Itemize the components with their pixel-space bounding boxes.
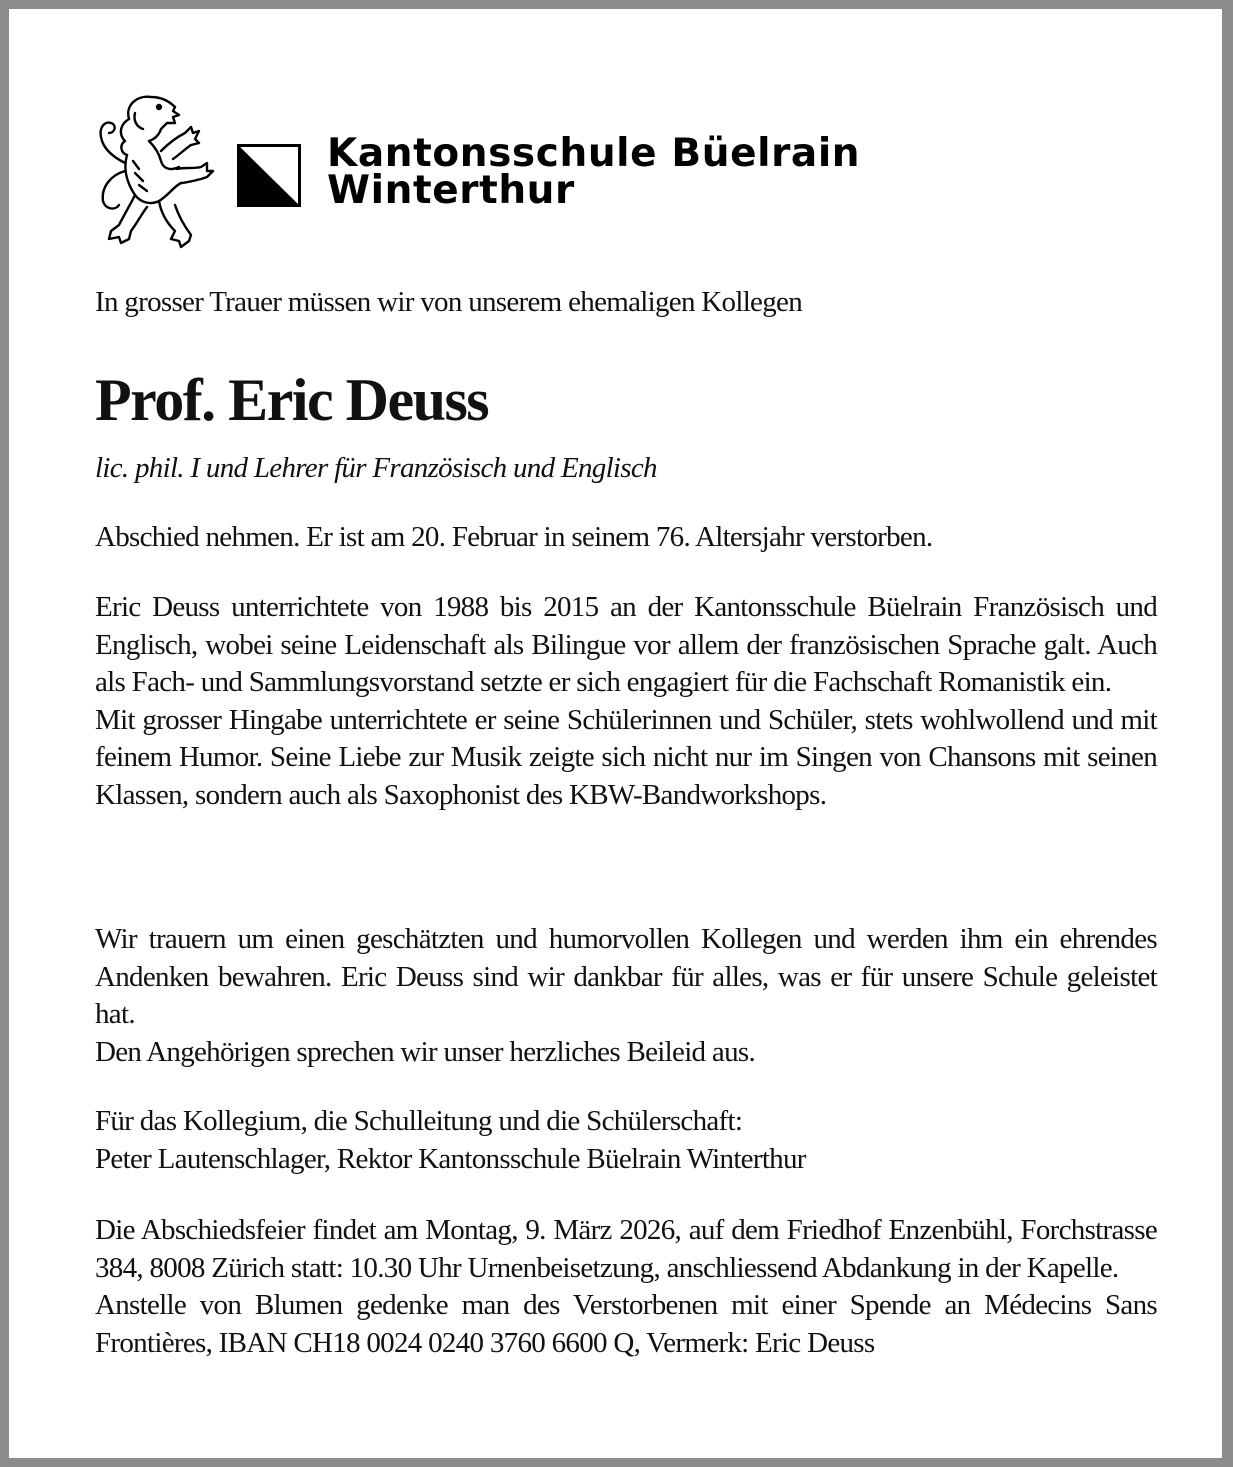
zurich-lion-icon — [89, 91, 219, 259]
farewell-text: Abschied nehmen. Er ist am 20. Februar in seinem 76. Altersjahr verstorben. — [95, 521, 933, 553]
ceremony-paragraph-1: Die Abschiedsfeier findet am Montag, 9. März 2026, auf dem Friedhof Enzenbühl, Forchstrasse 384, 8008 Zürich statt: 10.30 Uhr Urnenbeisetzung, anschliessend Abdankung in der Kapelle. — [95, 1214, 1157, 1284]
zurich-canton-shield-icon — [237, 144, 301, 207]
ceremony-paragraph-2: Anstelle von Blumen gedenke man des Verstorbenen mit einer Spende an Médecins Sans Frontières, IBAN CH18 0024 0240 3760 6600 Q, Vermerk: Eric Deuss — [95, 1289, 1157, 1359]
mourning-paragraph-2: Den Angehörigen sprechen wir unser herzliches Beileid aus. — [95, 1035, 756, 1068]
school-name-line1: Kantonsschule Büelrain — [327, 131, 861, 176]
biography — [95, 589, 1157, 814]
mourning-message — [95, 921, 1157, 1071]
biography-paragraph-2: Mit grosser Hingabe unterrichtete er seine Schülerinnen und Schüler, stets wohlwollend und mit feinem Humor. Seine Liebe zur Musik zeigte sich nicht nur im Singen von Chansons mit seinen Klassen, sondern auch als Saxophonist des KBW-Bandworkshops. — [95, 703, 1157, 811]
signature-block — [95, 1103, 1157, 1178]
school-name — [327, 131, 861, 213]
signature-line-1: Für das Kollegium, die Schulleitung und die Schülerschaft: — [95, 1105, 743, 1137]
school-name-line2: Winterthur — [327, 168, 575, 213]
deceased-title: lic. phil. I und Lehrer für Französisch und Englisch — [95, 452, 657, 484]
intro-text: In grosser Trauer müssen wir von unserem ehemaligen Kollegen — [95, 286, 803, 318]
biography-paragraph-1: Eric Deuss unterrichtete von 1988 bis 2015 an der Kantonsschule Büelrain Französisch und Englisch, wobei seine Leidenschaft als Bilingue vor allem der französischen Sprache galt. Auch als Fach- und Sammlungsvorstand setzte er sich engagiert für die Fachschaft Romanistik ein. — [95, 591, 1157, 698]
mourning-paragraph-1: Wir trauern um einen geschätzten und humorvollen Kollegen und werden ihm ein ehrendes Andenken bewahren. Eric Deuss sind wir dankbar für alles, was er für unsere Schule geleistet hat. — [95, 923, 1157, 1030]
signature-line-2: Peter Lautenschlager, Rektor Kantonsschule Büelrain Winterthur — [95, 1142, 806, 1175]
deceased-name: Prof. Eric Deuss — [95, 367, 489, 433]
ceremony-info — [95, 1212, 1157, 1362]
